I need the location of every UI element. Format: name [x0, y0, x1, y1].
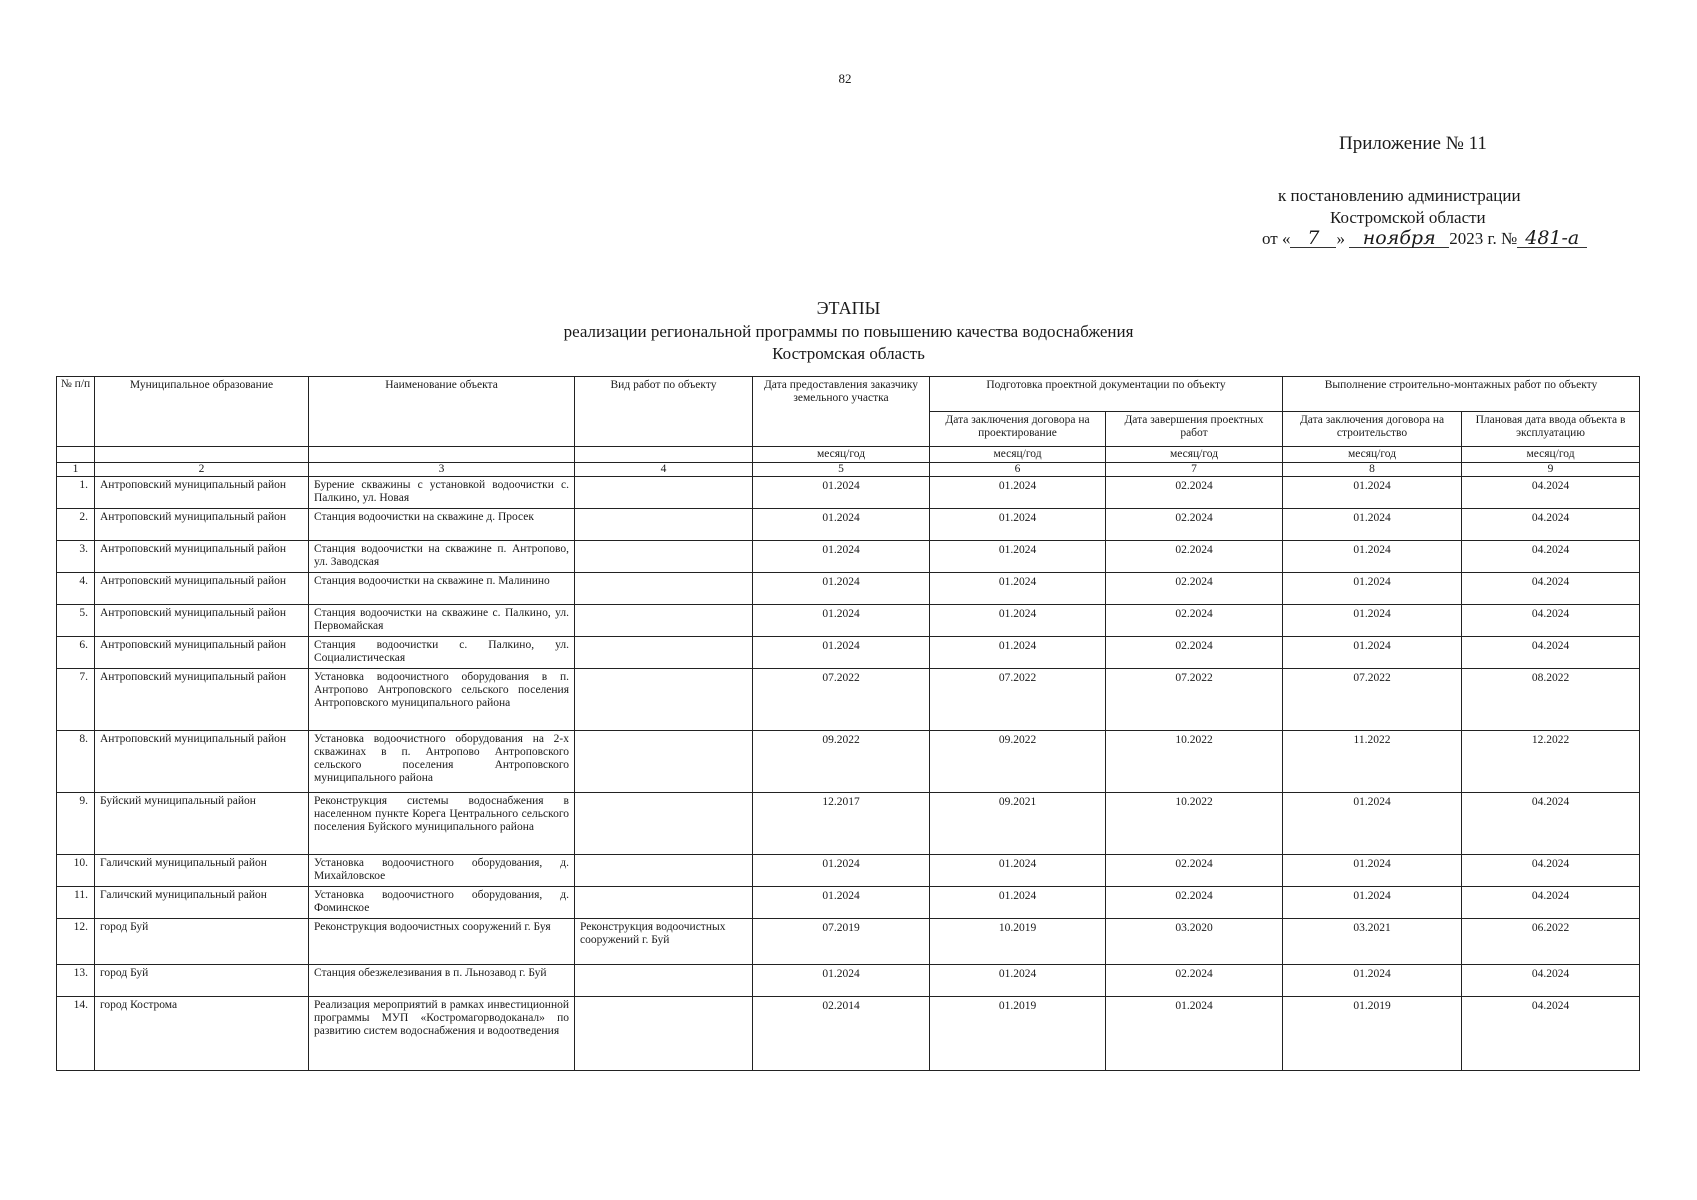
- row-number: 2.: [57, 509, 95, 541]
- header-construction-contract: Дата заключения договора на строительство: [1283, 412, 1462, 447]
- header-design-finish: Дата завершения проектных работ: [1106, 412, 1283, 447]
- row-design-finish-date: 03.2020: [1106, 919, 1283, 965]
- row-work-type: [575, 541, 753, 573]
- row-work-type: [575, 855, 753, 887]
- row-commissioning-date: 04.2024: [1462, 509, 1640, 541]
- row-work-type: [575, 509, 753, 541]
- doc-subtitle: реализации региональной программы по повышению качества водоснабжения: [563, 322, 1134, 341]
- row-municipality: Галичский муниципальный район: [95, 855, 309, 887]
- table-row: [57, 919, 1640, 965]
- header-design-group: Подготовка проектной документации по объекту: [930, 377, 1283, 412]
- row-work-type: [575, 997, 753, 1071]
- header-land-date: Дата предоставления заказчику земельного участка: [753, 377, 930, 447]
- header-blank: [309, 447, 575, 463]
- decree-line-1: к постановлению администрации: [1278, 186, 1521, 205]
- row-object-name: Станция водоочистки на скважине п. Антропово, ул. Заводская: [309, 541, 575, 573]
- row-commissioning-date: 04.2024: [1462, 793, 1640, 855]
- row-design-finish-date: 02.2024: [1106, 573, 1283, 605]
- row-construction-contract-date: 01.2024: [1283, 887, 1462, 919]
- row-construction-contract-date: 01.2024: [1283, 477, 1462, 509]
- row-commissioning-date: 08.2022: [1462, 669, 1640, 731]
- row-construction-contract-date: 01.2024: [1283, 637, 1462, 669]
- row-design-finish-date: 02.2024: [1106, 965, 1283, 997]
- row-land-date: 01.2024: [753, 477, 930, 509]
- row-municipality: Антроповский муниципальный район: [95, 605, 309, 637]
- decree-date-line: [1262, 229, 1587, 249]
- row-design-contract-date: 01.2024: [930, 509, 1106, 541]
- row-commissioning-date: 04.2024: [1462, 541, 1640, 573]
- row-object-name: Установка водоочистного оборудования в п. Антропово Антроповского сельского поселения Антроповского муниципального района: [309, 669, 575, 731]
- table-row: [57, 669, 1640, 731]
- table-row: [57, 855, 1640, 887]
- row-object-name: Станция водоочистки на скважине с. Палкино, ул. Первомайская: [309, 605, 575, 637]
- table-row: [57, 965, 1640, 997]
- header-blank: [575, 447, 753, 463]
- row-number: 10.: [57, 855, 95, 887]
- row-commissioning-date: 06.2022: [1462, 919, 1640, 965]
- row-number: 9.: [57, 793, 95, 855]
- row-design-finish-date: 02.2024: [1106, 637, 1283, 669]
- row-work-type: [575, 605, 753, 637]
- row-commissioning-date: 12.2022: [1462, 731, 1640, 793]
- row-construction-contract-date: 01.2024: [1283, 793, 1462, 855]
- appendix-label: Приложение № 11: [1339, 133, 1487, 154]
- row-land-date: 01.2024: [753, 509, 930, 541]
- header-month-year: месяц/год: [753, 447, 930, 463]
- row-land-date: 07.2019: [753, 919, 930, 965]
- row-design-contract-date: 07.2022: [930, 669, 1106, 731]
- decree-line-2: Костромской области: [1330, 208, 1486, 227]
- row-object-name: Установка водоочистного оборудования, д. Фоминское: [309, 887, 575, 919]
- row-land-date: 12.2017: [753, 793, 930, 855]
- row-object-name: Станция обезжелезивания в п. Льнозавод г. Буй: [309, 965, 575, 997]
- table-row: [57, 793, 1640, 855]
- table-row: [57, 477, 1640, 509]
- row-object-name: Реконструкция системы водоснабжения в населенном пункте Корега Центрального сельского поселения Буйского муниципального района: [309, 793, 575, 855]
- table-row: [57, 637, 1640, 669]
- row-design-contract-date: 01.2024: [930, 573, 1106, 605]
- row-number: 4.: [57, 573, 95, 605]
- column-number: 2: [95, 463, 309, 477]
- row-object-name: Бурение скважины с установкой водоочистки с. Палкино, ул. Новая: [309, 477, 575, 509]
- row-land-date: 02.2014: [753, 997, 930, 1071]
- row-commissioning-date: 04.2024: [1462, 637, 1640, 669]
- row-municipality: город Кострома: [95, 997, 309, 1071]
- decree-month: ноября: [1349, 229, 1449, 248]
- row-construction-contract-date: 01.2019: [1283, 997, 1462, 1071]
- row-commissioning-date: 04.2024: [1462, 965, 1640, 997]
- header-blank: [95, 447, 309, 463]
- row-object-name: Установка водоочистного оборудования на 2-х скважинах в п. Антропово Антроповского сельского поселения Антроповского муниципального района: [309, 731, 575, 793]
- row-land-date: 01.2024: [753, 573, 930, 605]
- row-municipality: Антроповский муниципальный район: [95, 477, 309, 509]
- row-design-contract-date: 01.2024: [930, 965, 1106, 997]
- row-work-type: [575, 731, 753, 793]
- row-land-date: 01.2024: [753, 637, 930, 669]
- row-municipality: Антроповский муниципальный район: [95, 541, 309, 573]
- row-land-date: 01.2024: [753, 965, 930, 997]
- row-construction-contract-date: 01.2024: [1283, 573, 1462, 605]
- row-design-finish-date: 02.2024: [1106, 855, 1283, 887]
- column-number: 8: [1283, 463, 1462, 477]
- row-design-finish-date: 07.2022: [1106, 669, 1283, 731]
- row-commissioning-date: 04.2024: [1462, 573, 1640, 605]
- row-land-date: 01.2024: [753, 605, 930, 637]
- row-design-finish-date: 02.2024: [1106, 541, 1283, 573]
- header-design-contract: Дата заключения договора на проектирование: [930, 412, 1106, 447]
- header-blank: [57, 447, 95, 463]
- doc-title: ЭТАПЫ: [816, 298, 881, 318]
- row-construction-contract-date: 01.2024: [1283, 965, 1462, 997]
- row-design-finish-date: 02.2024: [1106, 509, 1283, 541]
- row-commissioning-date: 04.2024: [1462, 605, 1640, 637]
- row-commissioning-date: 04.2024: [1462, 477, 1640, 509]
- row-work-type: [575, 573, 753, 605]
- row-number: 11.: [57, 887, 95, 919]
- doc-region: Костромская область: [772, 344, 925, 363]
- row-design-finish-date: 02.2024: [1106, 605, 1283, 637]
- row-design-contract-date: 09.2021: [930, 793, 1106, 855]
- row-work-type: [575, 887, 753, 919]
- row-construction-contract-date: 11.2022: [1283, 731, 1462, 793]
- row-design-contract-date: 01.2024: [930, 855, 1106, 887]
- row-municipality: Антроповский муниципальный район: [95, 509, 309, 541]
- row-construction-contract-date: 01.2024: [1283, 855, 1462, 887]
- table-row: [57, 605, 1640, 637]
- row-construction-contract-date: 01.2024: [1283, 541, 1462, 573]
- decree-day: 7: [1290, 229, 1336, 248]
- column-number: 4: [575, 463, 753, 477]
- row-object-name: Установка водоочистного оборудования, д. Михайловское: [309, 855, 575, 887]
- row-number: 1.: [57, 477, 95, 509]
- row-design-finish-date: 02.2024: [1106, 477, 1283, 509]
- header-construction-group: Выполнение строительно-монтажных работ по объекту: [1283, 377, 1640, 412]
- header-month-year: месяц/год: [1462, 447, 1640, 463]
- row-design-contract-date: 01.2024: [930, 605, 1106, 637]
- table-row: [57, 731, 1640, 793]
- column-number: 5: [753, 463, 930, 477]
- row-object-name: Реализация мероприятий в рамках инвестиционной программы МУП «Костромагорводоканал» по развитию систем водоснабжения и водоотведения: [309, 997, 575, 1071]
- row-work-type: [575, 669, 753, 731]
- row-municipality: Антроповский муниципальный район: [95, 573, 309, 605]
- table-row: [57, 541, 1640, 573]
- row-number: 7.: [57, 669, 95, 731]
- table-row: [57, 573, 1640, 605]
- row-design-contract-date: 01.2024: [930, 477, 1106, 509]
- column-number: 3: [309, 463, 575, 477]
- header-municipality: Муниципальное образование: [95, 377, 309, 447]
- header-num: № п/п: [57, 377, 95, 447]
- row-construction-contract-date: 07.2022: [1283, 669, 1462, 731]
- row-number: 6.: [57, 637, 95, 669]
- row-municipality: город Буй: [95, 965, 309, 997]
- decree-year: 2023 г. №: [1449, 229, 1518, 248]
- row-municipality: город Буй: [95, 919, 309, 965]
- row-construction-contract-date: 01.2024: [1283, 509, 1462, 541]
- table-row: [57, 887, 1640, 919]
- row-design-contract-date: 01.2024: [930, 541, 1106, 573]
- row-design-finish-date: 02.2024: [1106, 887, 1283, 919]
- row-municipality: Антроповский муниципальный район: [95, 731, 309, 793]
- row-municipality: Буйский муниципальный район: [95, 793, 309, 855]
- row-number: 13.: [57, 965, 95, 997]
- header-month-year: месяц/год: [1106, 447, 1283, 463]
- row-municipality: Антроповский муниципальный район: [95, 637, 309, 669]
- row-number: 5.: [57, 605, 95, 637]
- table-row: [57, 509, 1640, 541]
- row-commissioning-date: 04.2024: [1462, 887, 1640, 919]
- row-number: 12.: [57, 919, 95, 965]
- row-object-name: Станция водоочистки на скважине д. Просек: [309, 509, 575, 541]
- row-land-date: 01.2024: [753, 855, 930, 887]
- decree-number: 481-а: [1517, 229, 1587, 248]
- row-work-type: [575, 637, 753, 669]
- row-land-date: 01.2024: [753, 541, 930, 573]
- column-number: 6: [930, 463, 1106, 477]
- row-design-contract-date: 09.2022: [930, 731, 1106, 793]
- row-land-date: 09.2022: [753, 731, 930, 793]
- table-row: [57, 997, 1640, 1071]
- table-body: [57, 477, 1640, 1071]
- row-land-date: 01.2024: [753, 887, 930, 919]
- row-work-type: [575, 477, 753, 509]
- decree-prefix: от «: [1262, 229, 1291, 248]
- row-number: 8.: [57, 731, 95, 793]
- header-month-year: месяц/год: [930, 447, 1106, 463]
- header-object: Наименование объекта: [309, 377, 575, 447]
- row-design-contract-date: 01.2019: [930, 997, 1106, 1071]
- row-work-type: [575, 793, 753, 855]
- row-number: 14.: [57, 997, 95, 1071]
- row-design-finish-date: 01.2024: [1106, 997, 1283, 1071]
- row-object-name: Реконструкция водоочистных сооружений г. Буя: [309, 919, 575, 965]
- stages-table: [56, 376, 1640, 1071]
- row-design-contract-date: 10.2019: [930, 919, 1106, 965]
- row-commissioning-date: 04.2024: [1462, 997, 1640, 1071]
- row-construction-contract-date: 01.2024: [1283, 605, 1462, 637]
- row-land-date: 07.2022: [753, 669, 930, 731]
- header-commissioning: Плановая дата ввода объекта в эксплуатацию: [1462, 412, 1640, 447]
- row-construction-contract-date: 03.2021: [1283, 919, 1462, 965]
- row-design-finish-date: 10.2022: [1106, 731, 1283, 793]
- row-municipality: Галичский муниципальный район: [95, 887, 309, 919]
- column-number: 1: [57, 463, 95, 477]
- row-number: 3.: [57, 541, 95, 573]
- column-number: 7: [1106, 463, 1283, 477]
- column-number: 9: [1462, 463, 1640, 477]
- row-municipality: Антроповский муниципальный район: [95, 669, 309, 731]
- decree-mid: »: [1336, 229, 1345, 248]
- header-month-year: месяц/год: [1283, 447, 1462, 463]
- row-object-name: Станция водоочистки с. Палкино, ул. Социалистическая: [309, 637, 575, 669]
- header-work-type: Вид работ по объекту: [575, 377, 753, 447]
- row-design-contract-date: 01.2024: [930, 887, 1106, 919]
- row-work-type: Реконструкция водоочистных сооружений г. Буй: [575, 919, 753, 965]
- row-design-finish-date: 10.2022: [1106, 793, 1283, 855]
- page-number: 82: [838, 71, 852, 86]
- row-commissioning-date: 04.2024: [1462, 855, 1640, 887]
- row-design-contract-date: 01.2024: [930, 637, 1106, 669]
- row-object-name: Станция водоочистки на скважине п. Малинино: [309, 573, 575, 605]
- row-work-type: [575, 965, 753, 997]
